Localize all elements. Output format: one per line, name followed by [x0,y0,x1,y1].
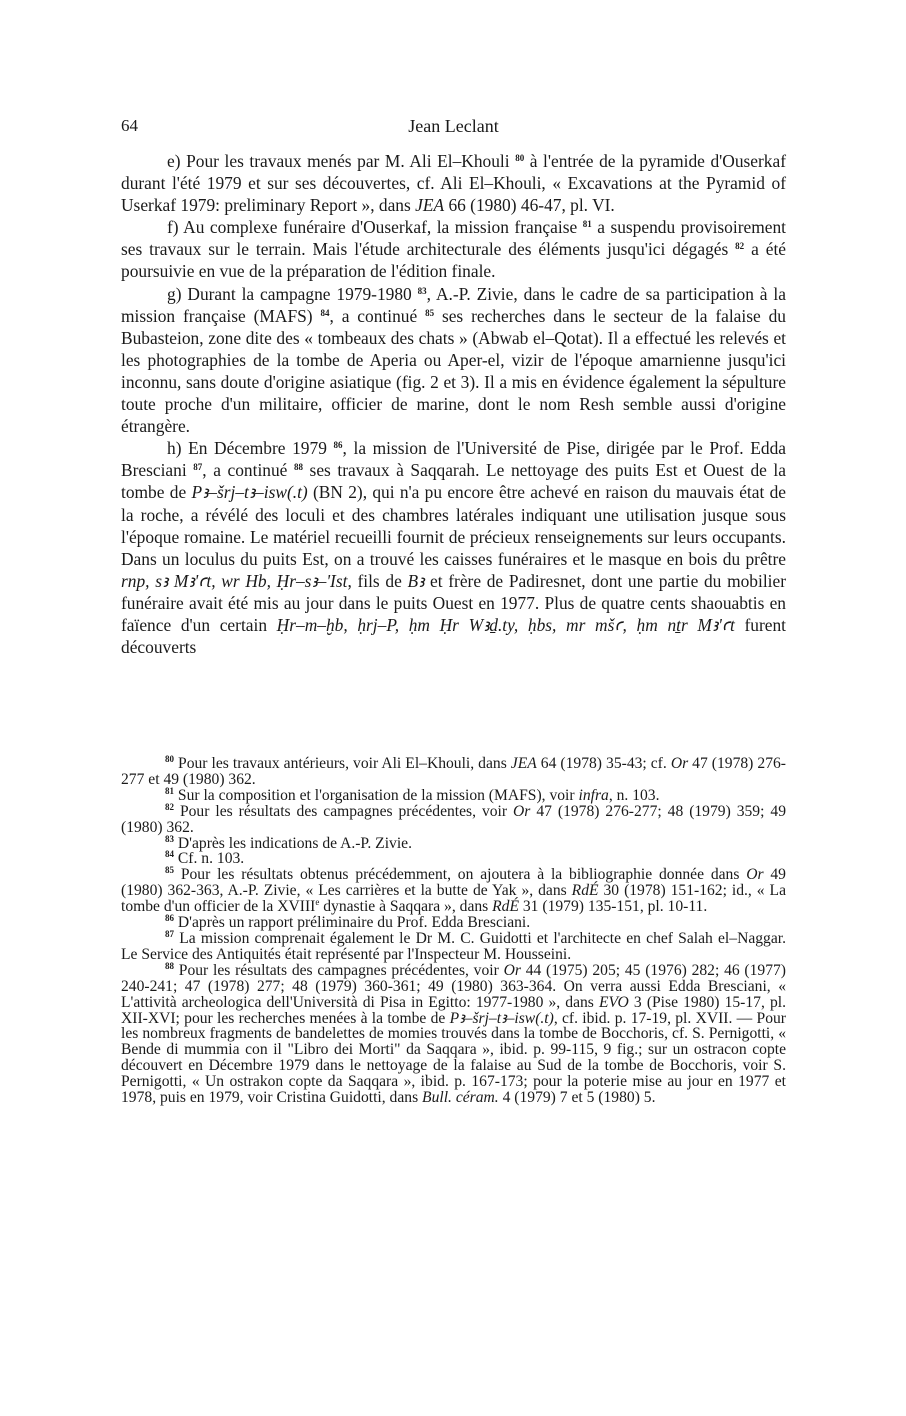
footnote-81: $^{81}$ Sur la composition et l'organisation de la mission (MAFS), voir infra, n. 103. [165,785,660,804]
footnote-ref[interactable]: 81 [582,219,592,230]
footnote-ref[interactable]: 82 [735,241,745,252]
paragraph-h: h) En Décembre 1979 $^{86}$, la mission de l'Université de Pise, dirigée par le Prof. Edda Bresciani $^{87}$, a continué $^{88}$ ses travaux à Saqqarah. Le nettoyage des puits Est et Ouest de la tombe de Pꜣ–šrj–tꜣ–isw(.t) (BN 2), qui n'a pu encore être achevé en raison du mauvais état de la roche, a révélé des loculi et des chambres latérales indiquant une utilisation jusque sous l'époque romaine. Le matériel recueilli fournit de précieux renseignements sur leurs occupants. Dans un loculus du puits Est, on a trouvé les caisses funéraires et le masque en bois du prêtre rnp, sꜣ Mꜣ'ꜥt, wr Hb, Ḥr–sꜣ–'Ist, fils de Bꜣ et frère de Padiresnet, dont une partie du mobilier funéraire avait été mis au jour dans le puits Ouest en 1977. Plus de quatre cents shaouabtis en faïence d'un certain Ḥr–m–ḫb, ḥrj–P, ḥm Ḥr Wꜣḏ.ty, ḥbs, mr mšꜥ, ḥm nṯr Mꜣ'ꜥt furent découverts [121,438,787,658]
footnote-82: $^{82}$ Pour les résultats des campagnes précédentes, voir Or 47 (1978) 276-277; 48 (1979) 359; 49 (1980) 362. [121,801,786,836]
footnote-ref[interactable]: 86 [333,440,343,451]
footnote-ref[interactable]: 88 [293,462,303,473]
main-text [121,150,786,658]
footnote-80: $^{80}$ Pour les travaux antérieurs, voir Ali El–Khouli, dans JEA 64 (1978) 35-43; cf. Or 47 (1978) 276-277 et 49 (1980) 362. [121,754,786,788]
paragraph-g: g) Durant la campagne 1979-1980 $^{83}$, A.-P. Zivie, dans le cadre de sa participation à la mission française (MAFS) $^{84}$, a continué $^{85}$ ses recherches dans le secteur de la falaise du Bubasteion, zone dite des « tombeaux des chats » (Abwab el–Qotat). Il a effectué les relevés et les photographies de la tombe de Aperia ou Aper-el, vizir de l'époque amarnienne jusqu'ici inconnu, sans doute d'origine asiatique (fig. 2 et 3). Il a mis en évidence également la sépulture toute proche d'un militaire, officier de marine, dont le nom Resh semble aussi d'origine étrangère. [121,283,786,437]
egyptian-titles: rnp, sꜣ Mꜣ'ꜥt, wr Hb, Ḥr–sꜣ–'Ist [121,570,348,591]
egyptian-name: Bꜣ [407,570,425,591]
footnote-86: $^{86}$ D'après un rapport préliminaire du Prof. Edda Bresciani. [165,913,531,932]
footnote-85: $^{85}$ Pour les résultats obtenus précédemment, on ajoutera à la bibliographie donnée dans Or 49 (1980) 362-363, A.-P. Zivie, « Les carrières et la butte de Yak », dans RdÉ 30 (1978) 151-162; id., « La tombe d'un officier de la XVIIIe dynastie à Saqqara », dans RdÉ 31 (1979) 135-151, pl. 10-11. [121,865,786,916]
page-number: 64 [121,116,138,135]
running-title: Jean Leclant [408,116,499,136]
footnote-ref[interactable]: 85 [425,307,435,318]
paragraph-e: e) Pour les travaux menés par M. Ali El–Khouli $^{80}$ à l'entrée de la pyramide d'Ouserkaf durant l'été 1979 et sur ses découvertes, cf. Ali El–Khouli, « Excavations at the Pyramid of Userkaf 1979: preliminary Report », dans JEA 66 (1980) 46-47, pl. VI. [121,151,787,216]
footnote-ref[interactable]: 80 [515,153,525,163]
footnote-87: $^{87}$ La mission comprenait également le Dr M. C. Guidotti et l'architecte en chef Salah el–Naggar. Le Service des Antiquités était représenté par l'Inspecteur M. Housseini. [121,928,786,963]
footnote-84: $^{84}$ Cf. n. 103. [165,849,245,868]
footnotes [121,756,786,1106]
footnote-ref[interactable]: 83 [417,285,427,296]
footnote-ref[interactable]: 84 [320,307,330,318]
paragraph-f: f) Au complexe funéraire d'Ouserkaf, la mission française $^{81}$ a suspendu provisoirement ses travaux sur le terrain. Mais l'étude architecturale des éléments jusqu'ici dégagés $^{82}$ a été poursuivie en vue de la préparation de l'édition finale. [121,217,786,282]
footnote-ref[interactable]: 87 [193,462,203,473]
footnote-83: $^{83}$ D'après les indications de A.-P. Zivie. [165,833,412,852]
footnote-88: $^{88}$ Pour les résultats des campagnes précédentes, voir Or 44 (1975) 205; 45 (1976) 282; 46 (1977) 240-241; 47 (1978) 277; 48 (1979) 360-361; 49 (1980) 363-364. On verra aussi Edda Bresciani, « L'attività archeologica dell'Università di Pisa in Egitto: 1977-1980 », dans EVO 3 (Pise 1980) 15-17, pl. XII-XVI; pour les recherches menées à la tombe de Pꜣ–šrj–tꜣ–isw(.t), cf. ibid. p. 17-19, pl. XVII. — Pour les nombreux fragments de bandelettes de momies trouvés dans la tombe de Bocchoris, cf. S. Pernigotti, « Bende di mummia con il "Libro dei Morti" da Saqqara », ibid. p. 99-115, 9 fig.; sur un ostracon copte découvert en Décembre 1979 dans le nettoyage de la falaise au Sud de la tombe de Bocchoris, voir S. Pernigotti, « Un ostrakon copte da Saqqara », ibid. p. 167-173; pour la poterie mise au jour en 1977 et 1978, puis en 1979, voir Cristina Guidotti, dans Bull. céram. 4 (1979) 7 et 5 (1980) 5. [121,960,787,1107]
egyptian-name: Pꜣ–šrj–tꜣ–isw(.t) [191,482,308,503]
egyptian-titles: Ḥr–m–ḫb, ḥrj–P, ḥm Ḥr Wꜣḏ.ty, ḥbs, mr mšꜥ, ḥm nṯr Mꜣ'ꜥt [276,614,735,635]
page-header [121,116,786,140]
